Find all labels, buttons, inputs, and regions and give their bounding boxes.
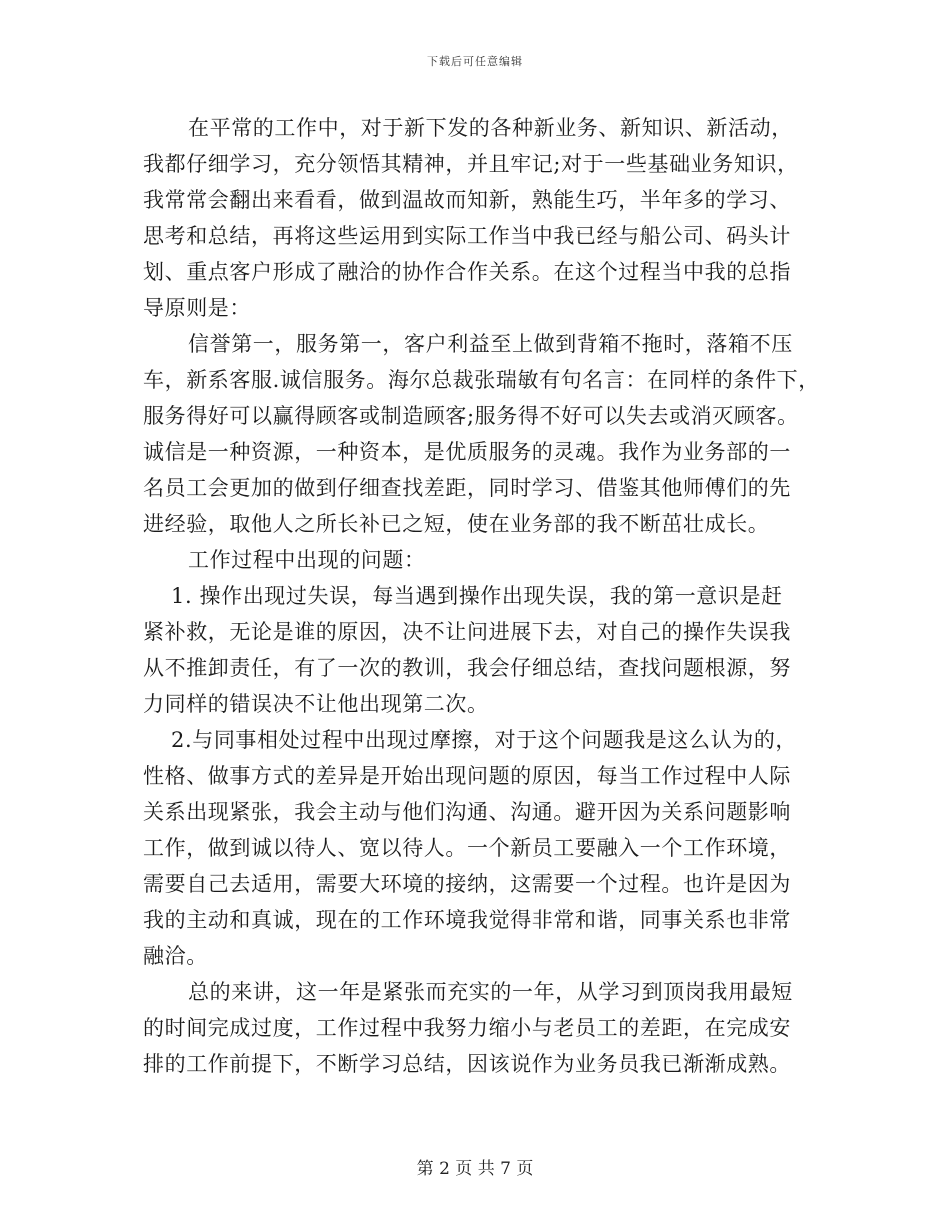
paragraph-line: 进经验，取他人之所长补已之短，使在业务部的我不断茁壮成长。 — [143, 512, 770, 536]
section-heading: 工作过程中出现的问题： — [188, 548, 426, 572]
paragraph-line: 划、重点客户形成了融洽的协作合作关系。在这个过程当中我的总指 — [143, 260, 791, 284]
paragraph-line: 我常常会翻出来看看，做到温故而知新，熟能生巧，半年多的学习、 — [143, 188, 791, 212]
paragraph-line: 排的工作前提下，不断学习总结，因该说作为业务员我已渐渐成熟。 — [143, 1052, 791, 1076]
page-footer: 第 2 页 共 7 页 — [416, 1159, 534, 1179]
paragraph-line: 紧补救，无论是谁的原因，决不让问进展下去，对自己的操作失误我 — [143, 620, 791, 644]
paragraph-line: 诚信是一种资源，一种资本，是优质服务的灵魂。我作为业务部的一 — [143, 440, 791, 464]
paragraph-line: 关系出现紧张，我会主动与他们沟通、沟通。避开因为关系问题影响 — [143, 800, 791, 824]
paragraph-line: 思考和总结，再将这些运用到实际工作当中我已经与船公司、码头计 — [143, 224, 791, 248]
paragraph-line: 导原则是： — [143, 296, 251, 320]
paragraph-line: 服务得好可以赢得顾客或制造顾客;服务得不好可以失去或消灭顾客。 — [143, 404, 799, 428]
paragraph-line: 工作，做到诚以待人、宽以待人。一个新员工要融入一个工作环境， — [143, 836, 791, 860]
paragraph-line: 从不推卸责任，有了一次的教训，我会仔细总结，查找问题根源，努 — [143, 656, 791, 680]
paragraph-line: 我的主动和真诚，现在的工作环境我觉得非常和谐，同事关系也非常 — [143, 908, 791, 932]
paragraph-line: 在平常的工作中，对于新下发的各种新业务、新知识、新活动， — [188, 116, 793, 140]
paragraph-line: 融洽。 — [143, 944, 208, 968]
paragraph-line: 车，新系客服.诚信服务。海尔总裁张瑞敏有句名言：在同样的条件下， — [143, 368, 820, 392]
paragraph-line: 1. 操作出现过失误，每当遇到操作出现失误，我的第一意识是赶 — [171, 584, 783, 608]
paragraph-line: 性格、做事方式的差异是开始出现问题的原因，每当工作过程中人际 — [143, 764, 791, 788]
paragraph-line: 信誉第一，服务第一，客户利益至上做到背箱不拖时，落箱不压 — [188, 332, 793, 356]
body-text — [143, 110, 823, 1082]
paragraph-line: 2.与同事相处过程中出现过摩擦，对于这个问题我是这么认为的， — [171, 728, 798, 752]
paragraph-line: 的时间完成过度，工作过程中我努力缩小与老员工的差距，在完成安 — [143, 1016, 791, 1040]
paragraph-line: 力同样的错误决不让他出现第二次。 — [143, 692, 489, 716]
paragraph-line: 总的来讲，这一年是紧张而充实的一年，从学习到顶岗我用最短 — [188, 980, 793, 1004]
page-header: 下载后可任意编辑 — [427, 55, 523, 68]
paragraph-line: 需要自己去适用，需要大环境的接纳，这需要一个过程。也许是因为 — [143, 872, 791, 896]
paragraph-line: 我都仔细学习，充分领悟其精神，并且牢记;对于一些基础业务知识， — [143, 152, 799, 176]
paragraph-line: 名员工会更加的做到仔细查找差距，同时学习、借鉴其他师傅们的先 — [143, 476, 791, 500]
